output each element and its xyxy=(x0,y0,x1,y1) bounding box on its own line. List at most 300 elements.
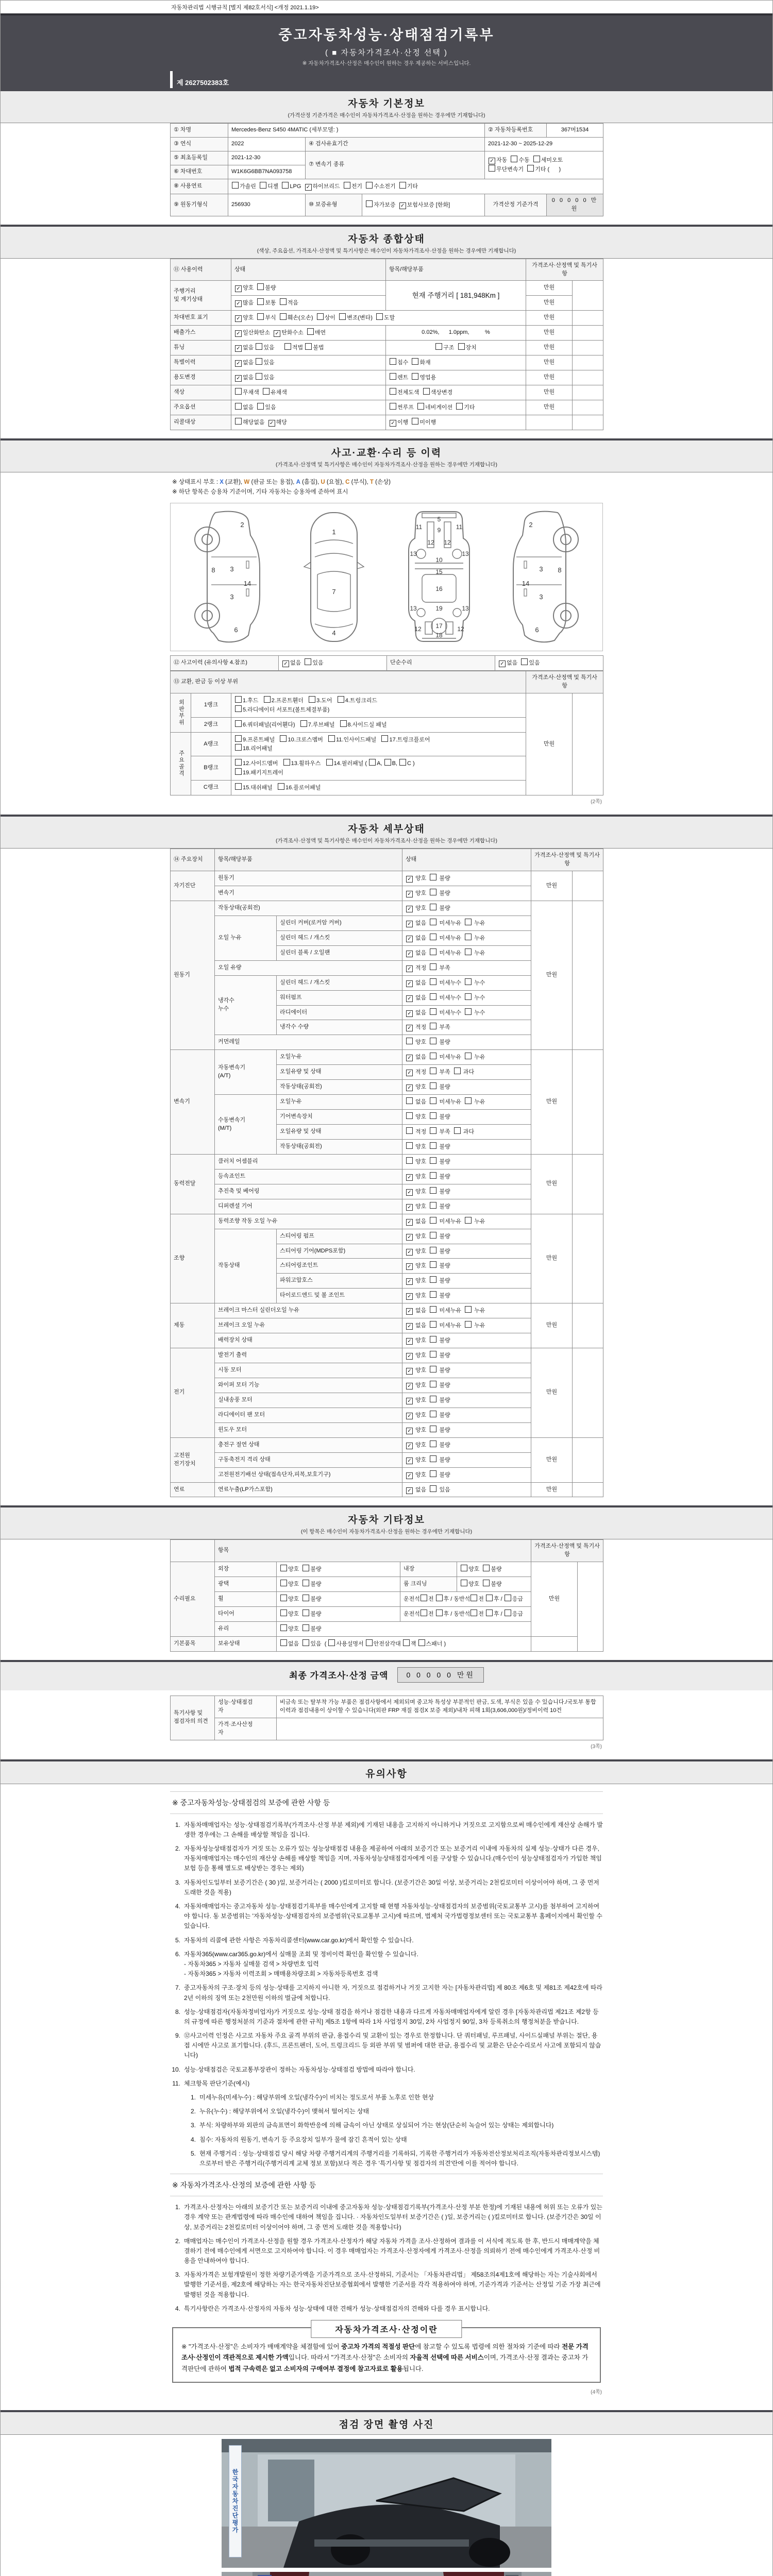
row-label: 클러치 어셈블리 xyxy=(215,1154,402,1169)
value-cell: W1K6G6BB7NA093758 xyxy=(228,165,306,179)
value-cell: ✓ 없음 미세누유 누유 xyxy=(402,1303,531,1318)
notices-body xyxy=(167,1784,606,2402)
row-label: 원동기 xyxy=(215,871,402,886)
notice-item-text: 가격조사·산정자는 아래의 보증기간 또는 보증거리 이내에 중고자동차 성능·상태점검기록부(가격조사·산정 부분 한정)에 기재된 내용에 허위 또는 오류가 있는 경우 계약 또는 관계법령에 따라 매수인에 대하여 책임을 집니다. · 자동차인도일부터 보증기간은 ( )일, 보증거리는 ( )킬로미터로 합니다. (보증기간은 30일 이상, 보증거리는 2천킬로미터 이상이어야 하며, 그 중 먼저 도래한 것을 적용합니다) xyxy=(184,2204,602,2231)
checkbox-checked: ✓ xyxy=(282,660,289,667)
row-label: 작동상태 xyxy=(215,1229,277,1303)
checkbox-unchecked xyxy=(344,182,350,189)
checkbox-unchecked xyxy=(366,1639,373,1646)
price-cell: 만원 xyxy=(531,1348,573,1438)
price-cell: 만원 xyxy=(531,1214,573,1303)
row-label: 특별이력 xyxy=(171,355,231,370)
checkbox-unchecked xyxy=(280,1565,287,1571)
basic-info xyxy=(170,123,603,216)
table-row xyxy=(171,326,603,341)
row-label: 휠 xyxy=(215,1592,277,1607)
row-label: 작동상태(공회전) xyxy=(277,1139,402,1154)
page-mark: (2쪽) xyxy=(591,799,602,805)
value-cell: ✓ 적정 부족 과다 xyxy=(402,1065,531,1080)
checkbox-unchecked xyxy=(406,1142,413,1149)
checkbox-unchecked xyxy=(235,705,242,712)
notice-item-text: 특기사항란은 가격조사·산정자의 자동차 성능·상태에 대한 견해가 성능·상태점검자의 견해와 다를 경우 표시합니다. xyxy=(184,2304,490,2312)
value-cell xyxy=(578,1562,603,1652)
checkbox-unchecked xyxy=(390,358,396,365)
checkbox-unchecked xyxy=(235,759,242,766)
value-cell: 없음 미세누유 누유 xyxy=(402,1095,531,1110)
checkbox-unchecked xyxy=(280,1595,287,1601)
checkbox-unchecked xyxy=(465,1097,472,1104)
checkbox-unchecked xyxy=(232,182,239,189)
checkbox-checked: ✓ xyxy=(406,1353,413,1360)
value-cell: ✓ 이행 미이행 xyxy=(386,415,526,430)
column-header: 항목/해당부품 xyxy=(215,849,402,871)
checkbox-unchecked xyxy=(264,696,271,703)
value-cell: 해당없음 ✓ 해당 xyxy=(231,415,386,430)
row-label: 오일유량 및 상태 xyxy=(277,1065,402,1080)
info-box-text xyxy=(181,2342,592,2375)
svg-text:12: 12 xyxy=(427,538,434,546)
notice-item-text: 자동차가격은 보험개발원이 정한 차량기준가액을 기준가격으로 조사·산정하되, 기준서는 「자동차관리법」 제58조의4제1호에 해당하는 자는 기술사회에서 발행한 기준서를, 제2호에 해당하는 자는 한국자동차진단보증협회에서 발행한 기준서를 각각 적용하여야 하며, 기준가격과 기준서는 산정일 기준 가장 최근에 발행된 것을 적용합니다. xyxy=(184,2271,601,2298)
checkbox-unchecked xyxy=(280,1580,287,1586)
value-cell: ✓ 양호 불량 xyxy=(402,871,531,886)
svg-text:13: 13 xyxy=(462,550,469,557)
checkbox-unchecked xyxy=(430,1426,436,1432)
exchange-panel-table xyxy=(170,671,603,795)
value-cell: 0 0 0 0 0 만원 xyxy=(547,194,603,216)
row-label: ② 자동차등록번호 xyxy=(485,124,547,138)
checkbox-unchecked xyxy=(328,735,335,742)
value-cell: 9.프론트패널 10.크로스멤버 11.인사이드패널 17.트렁크플로어 18.리어패널 xyxy=(231,732,526,756)
price-cell: 만원 xyxy=(526,311,573,326)
value-cell: 운전석 전 후 / 동반석 전 후 / 응급 xyxy=(400,1592,531,1607)
row-label: 가격산정 기준가격 xyxy=(485,194,547,216)
notice-item-number: 5. xyxy=(175,1936,180,1944)
checkbox-unchecked xyxy=(505,1595,511,1601)
checkbox-unchecked xyxy=(430,1172,436,1179)
checkbox-unchecked xyxy=(430,889,436,895)
table-row xyxy=(171,1348,603,1363)
svg-text:13: 13 xyxy=(410,604,417,612)
checkbox-unchecked xyxy=(309,696,315,703)
section-title: 자동차 세부상태 xyxy=(348,824,425,835)
checkbox-checked: ✓ xyxy=(406,1010,413,1017)
checkbox-unchecked xyxy=(521,658,528,665)
detail-state xyxy=(170,849,603,1497)
checkbox-unchecked xyxy=(511,156,517,162)
value-cell: ✓ 양호 불량 xyxy=(402,1199,531,1214)
checkbox-unchecked xyxy=(235,744,242,751)
value-cell: ✓ 양호 불량 xyxy=(402,1437,531,1452)
value-cell: ✓ 양호 불량 xyxy=(402,1363,531,1378)
svg-text:18: 18 xyxy=(435,631,443,639)
table-row xyxy=(171,1482,603,1497)
checkbox-unchecked xyxy=(235,696,242,703)
row-label: 원동기 xyxy=(171,901,215,1049)
column-header: 가격조사·산정액 및 특기사항 xyxy=(526,671,603,693)
checkbox-checked: ✓ xyxy=(406,1189,413,1196)
text-segment: 입니다. 따라서 "가격조사·산정"은 소비자의 xyxy=(288,2354,410,2362)
value-cell xyxy=(573,901,603,1049)
text-segment: 자율적 선택에 따른 서비스 xyxy=(410,2354,484,2362)
value-cell: ✓ 없음 미세누유 누유 xyxy=(402,916,531,930)
row-label: 발전기 출력 xyxy=(215,1348,402,1363)
checkbox-unchecked xyxy=(390,373,396,380)
column-header: 상태 xyxy=(402,849,531,871)
checkbox-unchecked xyxy=(430,1351,436,1358)
checkbox-checked: ✓ xyxy=(406,1458,413,1464)
notice-item-text: 자동차인도일부터 보증기간은 ( 30 )일, 보증거리는 ( 2000 )킬로미터로 합니다. (보증기간은 30일 이상, 보증거리는 2천킬로미터 이상이어야 하며, 그 중 먼저 도래한 것을 적용) xyxy=(184,1878,599,1896)
value-cell: 양호 불량 xyxy=(457,1577,531,1592)
checkbox-unchecked xyxy=(465,993,472,1000)
row-label xyxy=(171,1540,215,1562)
value-cell: ✓ 양호 불량 xyxy=(402,1408,531,1422)
column-header: ⑬ 교환, 판금 등 이상 부위 xyxy=(171,671,526,693)
notice-item-number: 3. xyxy=(175,1878,180,1886)
table-row xyxy=(171,281,603,296)
notice-section-2-items xyxy=(170,2202,603,2314)
checkbox-unchecked xyxy=(369,759,376,766)
document-note: ※ 자동차가격조사·산정은 매수인이 원하는 경우 제공하는 서비스입니다. xyxy=(302,60,471,66)
text-segment: 법적 구속력은 없고 소비자의 구매여부 결정에 참고자료로 활용 xyxy=(228,2365,403,2372)
value-cell: ✓ 양호 불량 xyxy=(402,886,531,901)
basic-info-table xyxy=(170,123,603,216)
table-row xyxy=(171,849,603,871)
checkbox-checked: ✓ xyxy=(406,876,413,883)
checkbox-checked: ✓ xyxy=(406,1338,413,1345)
checkbox-checked: ✓ xyxy=(406,936,413,942)
table-row xyxy=(171,311,603,326)
table-row xyxy=(171,1154,603,1169)
value-cell: ✓ 양호 불량 xyxy=(402,1274,531,1289)
value-cell: 양호 불량 xyxy=(277,1562,400,1577)
value-cell: ✓ 일산화탄소 ✓ 탄화수소 매연 xyxy=(231,326,386,341)
price-cell: 만원 xyxy=(531,1154,573,1214)
checkbox-checked: ✓ xyxy=(406,951,413,957)
checkbox-unchecked xyxy=(483,1580,490,1586)
checkbox-unchecked xyxy=(430,1321,436,1328)
row-label: 실린더 헤드 / 개스킷 xyxy=(277,930,402,945)
checkbox-checked: ✓ xyxy=(235,330,242,337)
row-label: 기본품목 xyxy=(171,1637,215,1652)
checkbox-unchecked xyxy=(328,1639,335,1646)
notice-subitem xyxy=(186,2135,603,2145)
section-title: 자동차 기본정보 xyxy=(348,98,425,109)
notice-item-text: 성능·상태점검자(자동차정비업자)가 거짓으로 성능·상태 점검을 하거나 점검한 내용과 다르게 자동차매매업자에게 알린 경우 [자동차관리법 제21조 제2항 등의 규정에 따른 행정처분의 기준과 절차에 관한 규칙] 제5조 1항에 따라 1차 사업정지 30일, 2차 사업정지 90일, 3차 등록취소의 행정처분을 받습니다. xyxy=(184,2008,599,2025)
row-label: 가격·조사산정 자 xyxy=(215,1718,277,1740)
checkbox-checked: ✓ xyxy=(406,1368,413,1375)
value-cell: ✓ 적정 부족 xyxy=(402,1020,531,1035)
final-price-label: 최종 가격조사·산정 금액 xyxy=(289,1671,389,1681)
row-label: 튜닝 xyxy=(171,341,231,355)
checkbox-checked: ✓ xyxy=(274,330,280,337)
row-label: A랭크 xyxy=(191,732,231,756)
checkbox-unchecked xyxy=(406,1097,413,1104)
row-label: 동력전달 xyxy=(171,1154,215,1214)
table-row xyxy=(171,400,603,415)
checkbox-unchecked xyxy=(366,200,373,207)
checkbox-checked: ✓ xyxy=(235,360,242,367)
checkbox-unchecked xyxy=(256,373,262,380)
row-label: 연료누출(LP가스포함) xyxy=(215,1482,402,1497)
legend-line-2: ※ 하단 항목은 승용차 기준이며, 기타 자동차는 승용차에 준하여 표시 xyxy=(172,489,348,496)
other-info xyxy=(170,1539,603,1652)
svg-text:9: 9 xyxy=(437,526,441,534)
svg-text:12: 12 xyxy=(414,625,422,633)
row-label: 배출가스 xyxy=(171,326,231,341)
checkbox-unchecked xyxy=(317,313,324,320)
row-label: 보유상태 xyxy=(215,1637,277,1652)
row-label: 배력장치 상태 xyxy=(215,1333,402,1348)
checkbox-checked: ✓ xyxy=(268,420,275,427)
checkbox-unchecked xyxy=(430,1232,436,1239)
checkbox-checked: ✓ xyxy=(406,891,413,897)
checkbox-unchecked xyxy=(418,1639,425,1646)
checkbox-unchecked xyxy=(430,1038,436,1044)
checkbox-unchecked xyxy=(278,783,284,790)
notice-item-number: 1. xyxy=(175,1821,180,1828)
checkbox-unchecked xyxy=(340,720,347,727)
svg-text:5: 5 xyxy=(437,515,441,523)
value-cell: ✓ 없음 있음 xyxy=(495,655,603,670)
comprehensive-state xyxy=(170,259,603,430)
table-row xyxy=(171,1637,603,1652)
row-label: 제동 xyxy=(171,1303,215,1348)
checkbox-checked: ✓ xyxy=(406,1428,413,1434)
row-label: C랭크 xyxy=(191,781,231,795)
checkbox-unchecked xyxy=(412,358,418,365)
checkbox-unchecked xyxy=(256,343,262,350)
section-other-header xyxy=(1,1507,772,1539)
checkbox-unchecked xyxy=(533,156,540,162)
value-cell xyxy=(573,1437,603,1482)
document-subtitle: ( ■ 자동차가격조사·산정 선택 ) xyxy=(325,48,448,57)
table-row xyxy=(171,1540,603,1562)
checkbox-unchecked xyxy=(300,720,307,727)
value-cell: 1.후드 2.프론트휀더 3.도어 4.트렁크리드 5.라디에이터 서포트(볼트체결부품) xyxy=(231,693,526,717)
svg-text:6: 6 xyxy=(535,625,539,634)
text-segment: C xyxy=(345,479,350,485)
checkbox-unchecked xyxy=(399,759,406,766)
checkbox-unchecked xyxy=(465,978,472,985)
notice-item xyxy=(170,1936,603,1945)
svg-text:14: 14 xyxy=(522,579,529,587)
value-cell: ✓ 양호 불량 xyxy=(402,1422,531,1437)
value-cell xyxy=(573,400,603,415)
row-label: 오일유량 및 상태 xyxy=(277,1125,402,1140)
value-cell: ✓ 없음 미세누수 누수 xyxy=(402,1005,531,1020)
checkbox-unchecked xyxy=(454,1067,461,1074)
text-segment: W xyxy=(244,479,250,485)
value-cell: ✓ 없음 있음 xyxy=(279,655,387,670)
table-row xyxy=(171,1050,603,1065)
checkbox-unchecked xyxy=(406,1157,413,1164)
checkbox-checked: ✓ xyxy=(406,921,413,927)
column-header: 가격조사·산정액 및 특기사항 xyxy=(531,849,603,871)
checkbox-unchecked xyxy=(430,1082,436,1089)
notice-item-number: 7. xyxy=(175,1984,180,1992)
checkbox-unchecked xyxy=(430,1276,436,1283)
checkbox-unchecked xyxy=(257,403,264,410)
notice-subitem-text: 부식: 차량하부와 외판의 금속표면이 화학반응에 의해 금속이 아닌 상태로 상실되어 가는 현상(단순히 녹슬어 있는 상태는 제외합니다) xyxy=(199,2122,554,2129)
checkbox-unchecked xyxy=(465,1217,472,1224)
row-label: 스티어링조인트 xyxy=(277,1259,402,1274)
checkbox-unchecked xyxy=(303,1595,309,1601)
checkbox-unchecked xyxy=(430,934,436,940)
table-row xyxy=(171,1562,603,1577)
checkbox-checked: ✓ xyxy=(390,420,396,427)
final-price-value: 0 0 0 0 0 만원 xyxy=(397,1667,483,1683)
checkbox-unchecked xyxy=(280,298,287,305)
value-cell: ✓ 없음 있음 xyxy=(231,355,386,370)
final-price-band xyxy=(1,1660,772,1690)
notice-item-number: 4. xyxy=(175,2304,180,2312)
checkbox-unchecked xyxy=(423,388,430,395)
checkbox-checked: ✓ xyxy=(305,184,312,191)
notice-item-number: 4. xyxy=(175,1903,180,1910)
value-cell: 양호 불량 xyxy=(277,1607,400,1622)
notice-item xyxy=(170,2031,603,2061)
checkbox-checked: ✓ xyxy=(406,1025,413,1031)
value-cell: 양호 불량 xyxy=(457,1562,531,1577)
notice-item-number: 9. xyxy=(175,2032,180,2040)
table-row xyxy=(171,124,603,138)
checkbox-unchecked xyxy=(486,1595,493,1601)
checkbox-checked: ✓ xyxy=(406,1383,413,1389)
section-subtitle: (색상, 주요옵션, 가격조사·산정액 및 특기사항은 매수인이 자동차가격조사·산정을 원하는 경우에만 기재합니다) xyxy=(257,247,516,254)
price-cell: 만원 xyxy=(526,296,573,311)
checkbox-unchecked xyxy=(505,1609,511,1616)
checkbox-checked: ✓ xyxy=(406,906,413,912)
checkbox-unchecked xyxy=(430,978,436,985)
checkbox-unchecked xyxy=(430,948,436,955)
checkbox-unchecked xyxy=(430,1247,436,1253)
table-row xyxy=(171,901,603,916)
svg-text:3: 3 xyxy=(539,565,543,573)
value-cell: ✓ 양호 불량 xyxy=(402,1452,531,1467)
svg-text:7: 7 xyxy=(332,587,336,596)
svg-text:4: 4 xyxy=(332,629,336,637)
value-cell: ✓ 양호 불량 xyxy=(402,1184,531,1199)
photo-banner-association: 한국자동차진단평가 xyxy=(229,2445,242,2557)
checkbox-checked: ✓ xyxy=(406,1443,413,1449)
checkbox-checked: ✓ xyxy=(499,660,506,667)
notice-subitem xyxy=(186,2121,603,2130)
checkbox-unchecked xyxy=(399,182,406,189)
table-row xyxy=(171,355,603,370)
checkbox-checked: ✓ xyxy=(406,1472,413,1479)
table-row xyxy=(171,1437,603,1452)
table-row xyxy=(171,871,603,886)
row-label: 리콜대상 xyxy=(171,415,231,430)
section-notices-header xyxy=(1,1761,772,1784)
value-cell xyxy=(573,693,603,795)
checkbox-unchecked xyxy=(465,1306,472,1313)
checkbox-unchecked xyxy=(430,1112,436,1119)
notice-subitem-number: 5. xyxy=(190,2149,196,2157)
svg-text:8: 8 xyxy=(558,566,562,574)
state-symbol-legend xyxy=(170,472,603,501)
row-label: 고전원 전기장치 xyxy=(171,1437,215,1482)
row-label: 룸 크리닝 xyxy=(400,1577,457,1592)
checkbox-unchecked xyxy=(486,1609,493,1616)
value-cell xyxy=(573,1482,603,1497)
svg-text:8: 8 xyxy=(211,566,215,574)
value-cell: ✓ 양호 불량 xyxy=(402,1259,531,1274)
notice-item-number: 8. xyxy=(175,2008,180,2015)
row-label: 차대번호 표기 xyxy=(171,311,231,326)
notice-subitem xyxy=(186,2107,603,2116)
value-cell: ✓ 양호 부식 훼손(오손) 상이 변조(변타) 도말 xyxy=(231,311,526,326)
section-title: 유의사항 xyxy=(365,1768,408,1780)
notice-item xyxy=(170,1878,603,1897)
checkbox-unchecked xyxy=(461,1565,467,1571)
notice-item xyxy=(170,1950,603,1979)
row-label: ④ 검사유효기간 xyxy=(306,137,485,151)
row-label: 고전원전기배선 상태(접속단자,피복,보호기구) xyxy=(215,1467,402,1482)
price-cell xyxy=(526,415,573,430)
value-cell: 6.쿼터패널(리어휀다) 7.루브패널 8.사이드실 패널 xyxy=(231,717,526,732)
car-diagram-underbody xyxy=(395,507,483,647)
value-cell xyxy=(573,1348,603,1438)
checkbox-checked: ✓ xyxy=(235,375,242,382)
row-label: 색상 xyxy=(171,385,231,400)
checkbox-unchecked xyxy=(390,403,396,410)
row-label: 외장 xyxy=(215,1562,277,1577)
value-cell xyxy=(573,1303,603,1348)
value-cell: ✓ 양호 불량 xyxy=(402,1169,531,1184)
checkbox-unchecked xyxy=(421,1609,427,1616)
value-cell: 적정 부족 과다 xyxy=(402,1125,531,1140)
value-cell: 양호 불량 xyxy=(402,1139,531,1154)
row-label: 내장 xyxy=(400,1562,457,1577)
checkbox-unchecked xyxy=(430,1455,436,1462)
section-title: 자동차 종합상태 xyxy=(348,233,425,245)
checkbox-unchecked xyxy=(235,388,242,395)
checkbox-unchecked xyxy=(381,735,388,742)
table-row xyxy=(171,259,603,281)
row-label: 조향 xyxy=(171,1214,215,1303)
price-cell: 만원 xyxy=(531,1050,573,1155)
document-number: 제 2627502383호 xyxy=(170,71,603,88)
value-cell: 2021-12-30 ~ 2025-12-29 xyxy=(485,137,603,151)
table-row xyxy=(171,1718,603,1740)
row-label: 변속기 xyxy=(171,1050,215,1155)
info-box-title: 자동차가격조사·산정이란 xyxy=(311,2320,462,2338)
notice-item xyxy=(170,2007,603,2027)
table-row xyxy=(171,151,603,165)
inspection-photo-car-on-lift xyxy=(222,2572,551,2576)
table-row xyxy=(171,179,603,194)
checkbox-unchecked xyxy=(430,1440,436,1447)
value-cell: 비금속 또는 탈부착 가능 부품은 점검사항에서 제외되며 중고차 특성상 부분적인 판금, 도색, 부식은 있을 수 있습니다./국토부 통합이력과 점검내용이 상이할 수 있습니다(외판 FRP 재질 점검X 보증 제외)/내차 피해 1회(3,606,000원)/정비이력 10건 xyxy=(277,1696,603,1718)
checkbox-unchecked xyxy=(483,1565,490,1571)
svg-text:1: 1 xyxy=(332,528,336,536)
checkbox-unchecked xyxy=(430,1067,436,1074)
price-cell: 만원 xyxy=(526,281,573,296)
table-row xyxy=(171,370,603,385)
checkbox-unchecked xyxy=(430,963,436,970)
value-cell xyxy=(573,311,603,326)
notice-item-text: 자동차매매업자는 성능·상태점검기록부(가격조사·산정 부분 제외)에 기재된 내용을 고지하지 아니하거나 거짓으로 고지함으로써 매수인에게 재산상 손해가 발생한 경우에는 그 손해를 배상할 책임을 집니다. xyxy=(184,1821,603,1838)
checkbox-unchecked xyxy=(430,1127,436,1134)
value-cell: ✓ 없음 있음 xyxy=(231,370,386,385)
value-cell: 0.02%, 1.0ppm, % xyxy=(386,326,526,341)
text-segment: (요철), xyxy=(325,479,346,485)
row-label: 실린더 커버(로커암 커버) xyxy=(277,916,402,930)
column-header: 상태 xyxy=(231,259,386,281)
row-label: 주요골격 xyxy=(171,732,191,795)
row-label: 유리 xyxy=(215,1622,277,1637)
